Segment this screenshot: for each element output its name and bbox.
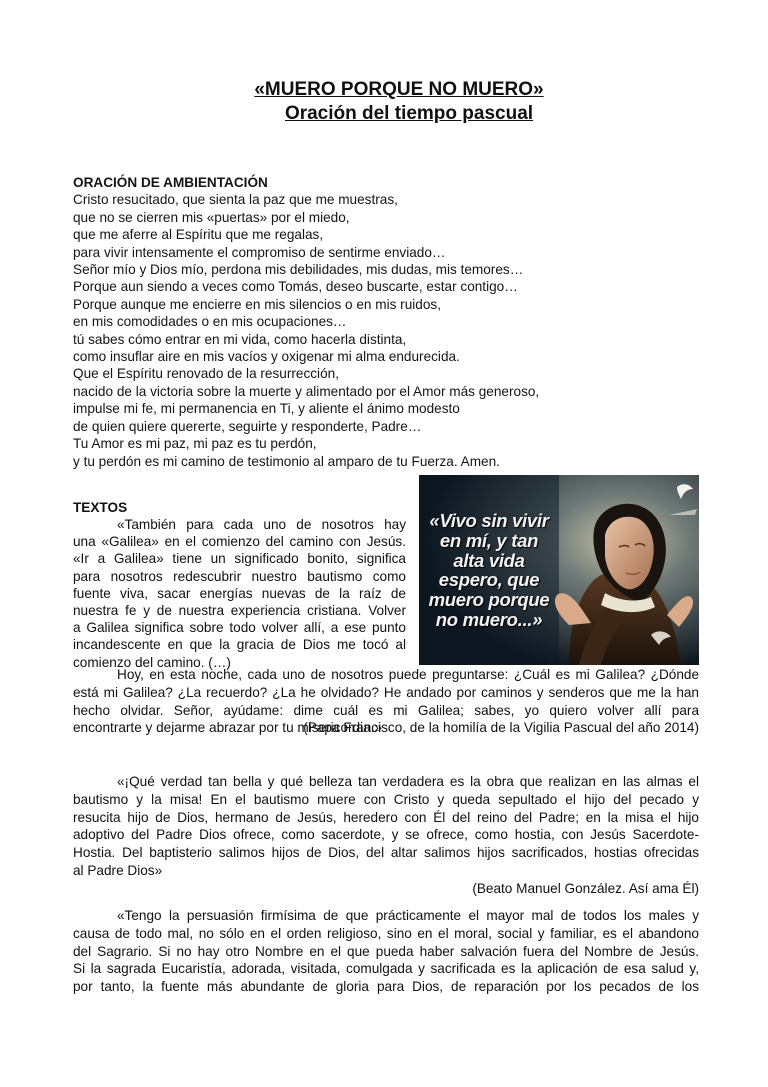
quote-line: «¡Qué verdad tan bella y qué belleza tan verdadera es la obra que realizan en las almas el: [117, 774, 699, 789]
quote-sagrario: [73, 907, 699, 996]
quote-line: «Ir a Galilea» tiene un significado bonito, significa: [73, 551, 406, 567]
image-caption-line: muero porque: [428, 589, 550, 611]
quote-line: encontrarte y dejarme abrazar por tu misericordia.»: [73, 720, 383, 736]
quote-line: Hostia. Del baptisterio salimos hijos de Dios, del altar salimos hijos sacrificados, hostias ofrecidas: [73, 845, 699, 861]
quote-line: a Galilea significa sobre todo volver allí, a ese punto: [73, 620, 406, 636]
quote-line: resucita hijo de Dios, hermano de Jesús, heredero con Él del reino del Padre; en la misa el hijo: [73, 809, 699, 825]
quote-line: para nosotros redescubrir nuestro bautismo como: [73, 568, 406, 584]
ambientacion-section: [73, 174, 699, 470]
quote-source: (Papa Francisco, de la homilía de la Vigilia Pascual del año 2014): [303, 720, 699, 736]
prayer-line: Cristo resucitado, que sienta la paz que me muestras,: [73, 192, 398, 208]
prayer-line: impulse mi fe, mi permanencia en Ti, y aliente el ánimo modesto: [73, 401, 460, 417]
prayer-line: tú sabes cómo entrar en mi vida, como hacerla distinta,: [73, 331, 407, 347]
quote-line: incandescente en que la gracia de Dios me tocó al: [73, 637, 406, 653]
prayer-line: Porque aun siendo a veces como Tomás, deseo buscarte, estar contigo…: [73, 279, 518, 295]
prayer-line: Que el Espíritu renovado de la resurrección,: [73, 366, 339, 382]
quote-line: Si la sagrada Eucaristía, adorada, visitada, comulgada y sacrificada es la aplicación de esa salud y,: [73, 961, 699, 977]
quote-line: nuestra fe y de nuestra experiencia cristiana. Volver: [73, 603, 406, 619]
prayer-line: como insuflar aire en mis vacíos y oxigenar mi alma endurecida.: [73, 349, 460, 365]
prayer-line: que me aferre al Espíritu que me regalas,: [73, 227, 324, 243]
quote-francisco-wide: [73, 666, 699, 737]
santa-teresa-image: [419, 475, 699, 665]
image-caption-line: «Vivo sin vivir: [429, 510, 549, 531]
prayer-line: Porque aunque me encierre en mis silencios o en mis ruidos,: [73, 296, 441, 312]
prayer-line: nacido de la victoria sobre la muerte y alimentado por el Amor más generoso,: [73, 383, 540, 399]
image-caption-line: alta vida: [453, 549, 525, 571]
document-subtitle: Oración del tiempo pascual: [284, 103, 534, 124]
quote-source: (Beato Manuel González. Así ama Él): [472, 880, 699, 896]
quote-manuel-gonzalez: [73, 773, 699, 898]
prayer-line: en mis comodidades o en mis ocupaciones…: [73, 314, 347, 330]
quote-line: hecho olvidar. Señor, ayúdame: dime cuál es mi Galilea; sabes, yo quiero volver allí para: [73, 702, 699, 718]
quote-line: está mi Galilea? ¿La recuerdo? ¿La he olvidado? He andado por caminos y senderos que me la han: [73, 684, 699, 700]
prayer-line: y tu perdón es mi camino de testimonio al amparo de tu Fuerza. Amen.: [73, 453, 500, 469]
image-caption-line: no muero...»: [435, 608, 543, 630]
image-caption: [423, 511, 555, 630]
prayer-line: para vivir intensamente el compromiso de sentirme enviado…: [73, 244, 446, 260]
document-title: «MUERO PORQUE NO MUERO»: [254, 79, 544, 100]
quote-line: causa de todo mal, no sólo en el orden religioso, sino en el moral, social y familiar, es el abandono: [73, 925, 699, 941]
quote-line: fuente viva, sacar energías nuevas de la raíz de: [73, 585, 406, 601]
quote-line: una «Galilea» en el comienzo del camino con Jesús.: [73, 534, 406, 550]
quote-francisco-narrow: [73, 516, 406, 671]
prayer-line: Señor mío y Dios mío, perdona mis debilidades, mis dudas, mis temores…: [73, 262, 524, 278]
image-caption-line: en mí, y tan: [439, 529, 539, 551]
quote-line: por tanto, la fuente más abundante de gloria para Dios, de reparación por los pecados de los: [73, 979, 699, 995]
quote-line: bautismo y la misa! En el bautismo muere con Cristo y queda sepultado el hijo del pecado y: [73, 791, 699, 807]
quote-line: «Tengo la persuasión firmísima de que prácticamente el mayor mal de todos los males y: [117, 908, 699, 923]
prayer-line: Tu Amor es mi paz, mi paz es tu perdón,: [73, 436, 317, 452]
quote-line: adoptivo del Padre Dios ofrece, como sacerdote, y se ofrece, como hostia, con Jesús Sacerdote-: [73, 827, 699, 843]
prayer-line: de quien quiere quererte, seguirte y responderte, Padre…: [73, 418, 422, 434]
image-caption-line: espero, que: [438, 569, 540, 591]
quote-line: al Padre Dios»: [73, 862, 163, 878]
textos-heading: TEXTOS: [73, 500, 128, 515]
ambientacion-heading: ORACIÓN DE AMBIENTACIÓN: [73, 175, 268, 190]
quote-line: del Sagrario. Si no hay otro Nombre en el que pueda haber salvación fuera del Nombre de Jesús.: [73, 943, 699, 959]
quote-line: comienzo del camino. (…): [73, 654, 231, 670]
quote-line: Hoy, en esta noche, cada uno de nosotros puede preguntarse: ¿Cuál es mi Galilea? ¿Dónde: [117, 667, 699, 682]
quote-line: «También para cada uno de nosotros hay: [117, 517, 406, 532]
prayer-line: que no se cierren mis «puertas» por el miedo,: [73, 209, 350, 225]
